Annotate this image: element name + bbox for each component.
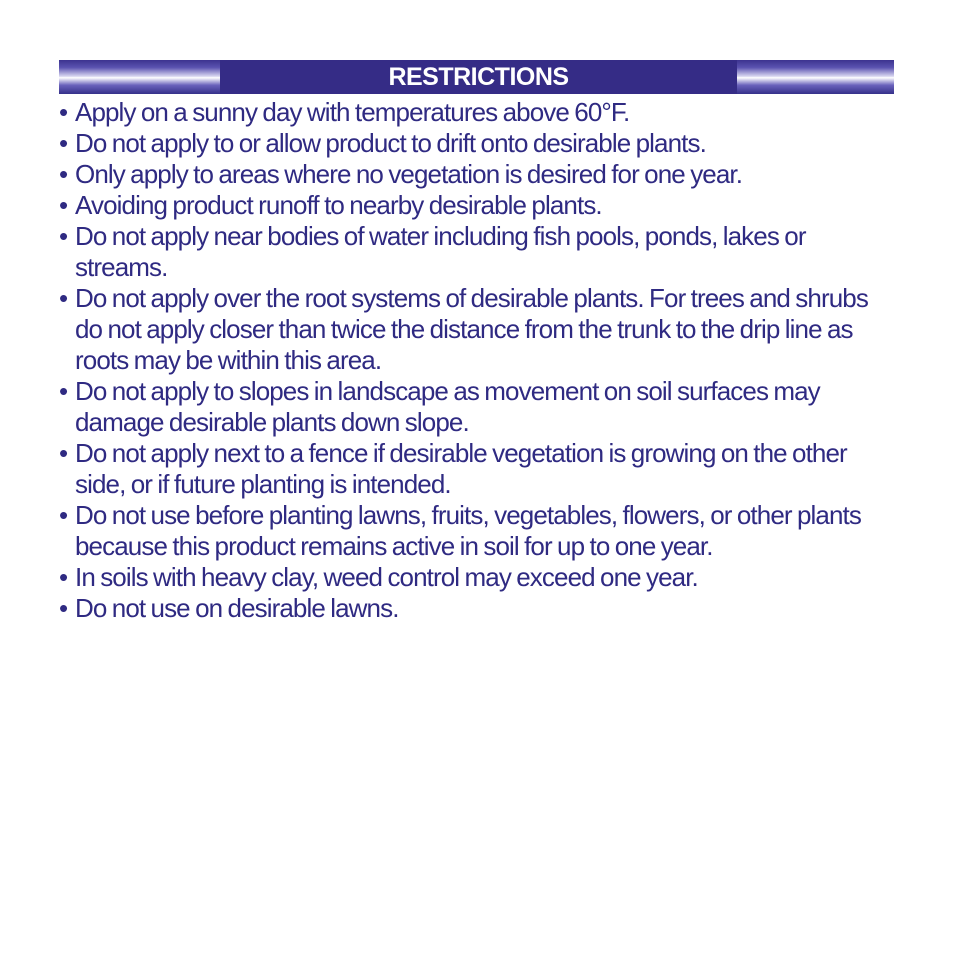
- restriction-text: Do not apply to slopes in landscape as movement on soil surfaces may damage desirable plants down slope.: [75, 376, 820, 437]
- list-item: [59, 376, 899, 438]
- list-item: [59, 562, 899, 593]
- bullet-icon: •: [59, 190, 69, 220]
- restriction-text: Only apply to areas where no vegetation is desired for one year.: [75, 159, 743, 189]
- section-title: RESTRICTIONS: [220, 60, 737, 94]
- bullet-icon: •: [59, 593, 69, 623]
- bullet-icon: •: [59, 97, 69, 127]
- bullet-icon: •: [59, 376, 69, 406]
- restrictions-list: [59, 97, 899, 624]
- bullet-icon: •: [59, 159, 69, 189]
- restriction-text: Do not use before planting lawns, fruits, vegetables, flowers, or other plants because this product remains active in soil for up to one year.: [75, 500, 861, 561]
- bullet-icon: •: [59, 500, 69, 530]
- restriction-text: Do not apply next to a fence if desirable vegetation is growing on the other side, or if future planting is intended.: [75, 438, 847, 499]
- list-item: [59, 128, 899, 159]
- list-item: [59, 190, 899, 221]
- bullet-icon: •: [59, 221, 69, 251]
- header-gradient-right: [737, 60, 894, 94]
- bullet-icon: •: [59, 438, 69, 468]
- bullet-icon: •: [59, 562, 69, 592]
- restriction-text: Apply on a sunny day with temperatures above 60°F.: [75, 97, 630, 127]
- list-item: [59, 97, 899, 128]
- restriction-text: Do not apply near bodies of water including fish pools, ponds, lakes or streams.: [75, 221, 806, 282]
- restriction-text: Avoiding product runoff to nearby desirable plants.: [75, 190, 602, 220]
- list-item: [59, 221, 899, 283]
- bullet-icon: •: [59, 128, 69, 158]
- header-gradient-left: [59, 60, 220, 94]
- list-item: [59, 593, 899, 624]
- restriction-text: Do not use on desirable lawns.: [75, 593, 399, 623]
- bullet-icon: •: [59, 283, 69, 313]
- restriction-text: Do not apply to or allow product to drift onto desirable plants.: [75, 128, 706, 158]
- restriction-text: In soils with heavy clay, weed control may exceed one year.: [75, 562, 698, 592]
- restriction-text: Do not apply over the root systems of desirable plants. For trees and shrubs do not apply closer than twice the distance from the trunk to the drip line as roots may be within this area.: [75, 283, 868, 375]
- list-item: [59, 283, 899, 376]
- list-item: [59, 159, 899, 190]
- list-item: [59, 438, 899, 500]
- list-item: [59, 500, 899, 562]
- section-header-bar: [59, 60, 894, 94]
